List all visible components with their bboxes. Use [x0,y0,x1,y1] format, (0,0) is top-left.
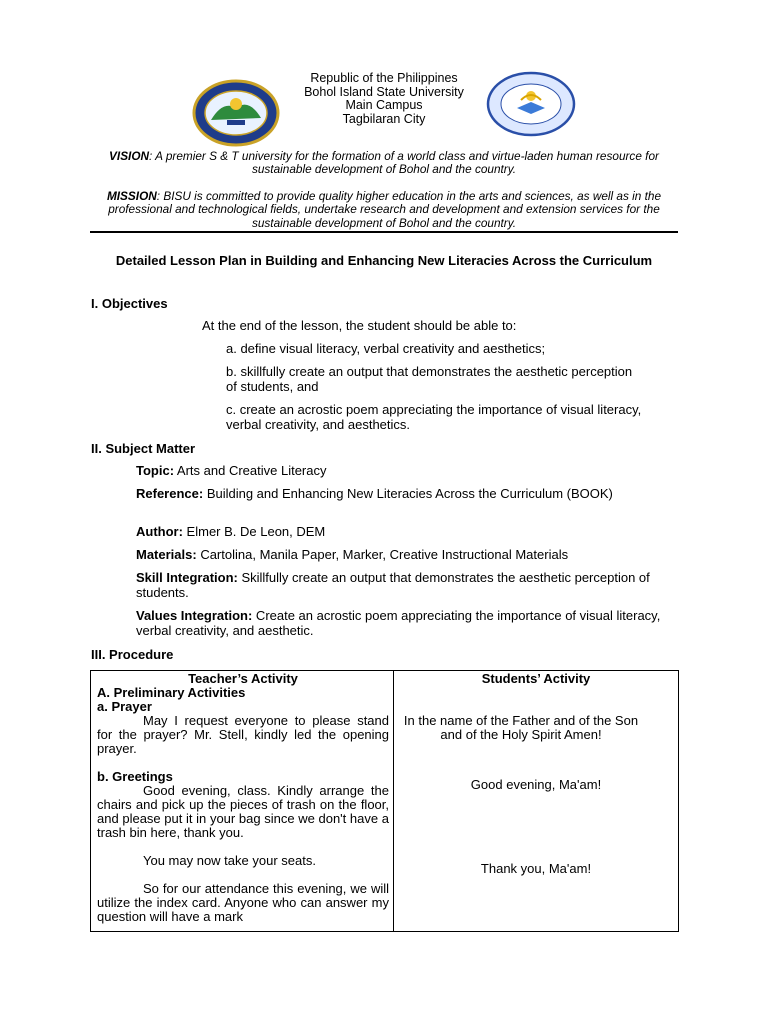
attendance-teacher-text: So for our attendance this evening, we will utilize the index card. Anyone who can answer my question will have a mark [97,881,389,924]
procedure-heading: III. Procedure [91,647,174,662]
subject-author: Author: Elmer B. De Leon, DEM [136,524,326,539]
greetings-heading: b. Greetings [97,769,173,784]
teacher-activity-cell [91,671,394,932]
prayer-students-text: In the name of the Father and of the Son and of the Holy Spirit Amen! [403,713,639,742]
subject-skill-integration: Skill Integration: Skillfully create an output that demonstrates the aesthetic perception of students. [136,570,650,600]
header-line-campus: Main Campus [345,98,423,112]
table-row [91,671,679,932]
teacher-activity-header: Teacher’s Activity [188,671,298,686]
students-activity-cell [394,671,679,932]
seats-students-text: Thank you, Ma'am! [480,861,592,876]
header-line-university: Bohol Island State University [304,84,464,99]
vision-statement [92,150,676,177]
students-activity-header: Students’ Activity [481,671,591,686]
header-line-republic: Republic of the Philippines [310,71,458,85]
vision-text: : A premier S & T university for the formation of a world class and virtue-laden human resource for sustainable development of Bohol and the country. [149,149,659,177]
objective-item-c: c. create an acrostic poem appreciating the importance of visual literacy, verbal creativity, and aesthetics. [226,402,642,432]
objectives-heading: I. Objectives [91,296,168,311]
header-line-city: Tagbilaran City [342,111,426,126]
prayer-heading: a. Prayer [97,699,152,714]
subject-materials: Materials: Cartolina, Manila Paper, Marker, Creative Instructional Materials [136,547,569,562]
seats-teacher-text: You may now take your seats. [143,853,316,868]
institution-header [250,72,518,126]
objective-item-a: a. define visual literacy, verbal creativity and aesthetics; [226,341,546,356]
subject-matter-heading: II. Subject Matter [91,441,196,456]
mission-text: : BISU is committed to provide quality higher education in the arts and sciences, as well as in the professional and technological fields, undertake research and development and extension services for the sustainable development of Bohol and the country. [108,189,662,230]
header-divider [90,231,678,233]
objectives-intro: At the end of the lesson, the student should be able to: [202,318,517,333]
mission-statement [92,190,676,230]
greetings-teacher-text: Good evening, class. Kindly arrange the chairs and pick up the pieces of trash on the floor, and please put it in your bag since we don't have a trash bin here, thank you. [97,783,389,840]
subject-values-integration: Values Integration: Create an acrostic poem appreciating the importance of visual literacy, verbal creativity, and aesthetic. [136,608,661,638]
prayer-teacher-text: May I request everyone to please stand for the prayer? Mr. Stell, kindly led the opening prayer. [97,713,389,756]
greetings-students-text: Good evening, Ma'am! [470,777,602,792]
subject-reference: Reference: Building and Enhancing New Literacies Across the Curriculum (BOOK) [136,486,613,501]
vision-label: VISION [109,149,150,163]
objective-item-b: b. skillfully create an output that demonstrates the aesthetic perception of students, and [226,364,633,394]
lesson-plan-title: Detailed Lesson Plan in Building and Enhancing New Literacies Across the Curriculum [115,253,653,268]
procedure-table [90,670,679,932]
preliminary-activities-heading: A. Preliminary Activities [97,685,246,700]
subject-topic: Topic: Arts and Creative Literacy [136,463,327,478]
mission-label: MISSION [106,189,157,203]
